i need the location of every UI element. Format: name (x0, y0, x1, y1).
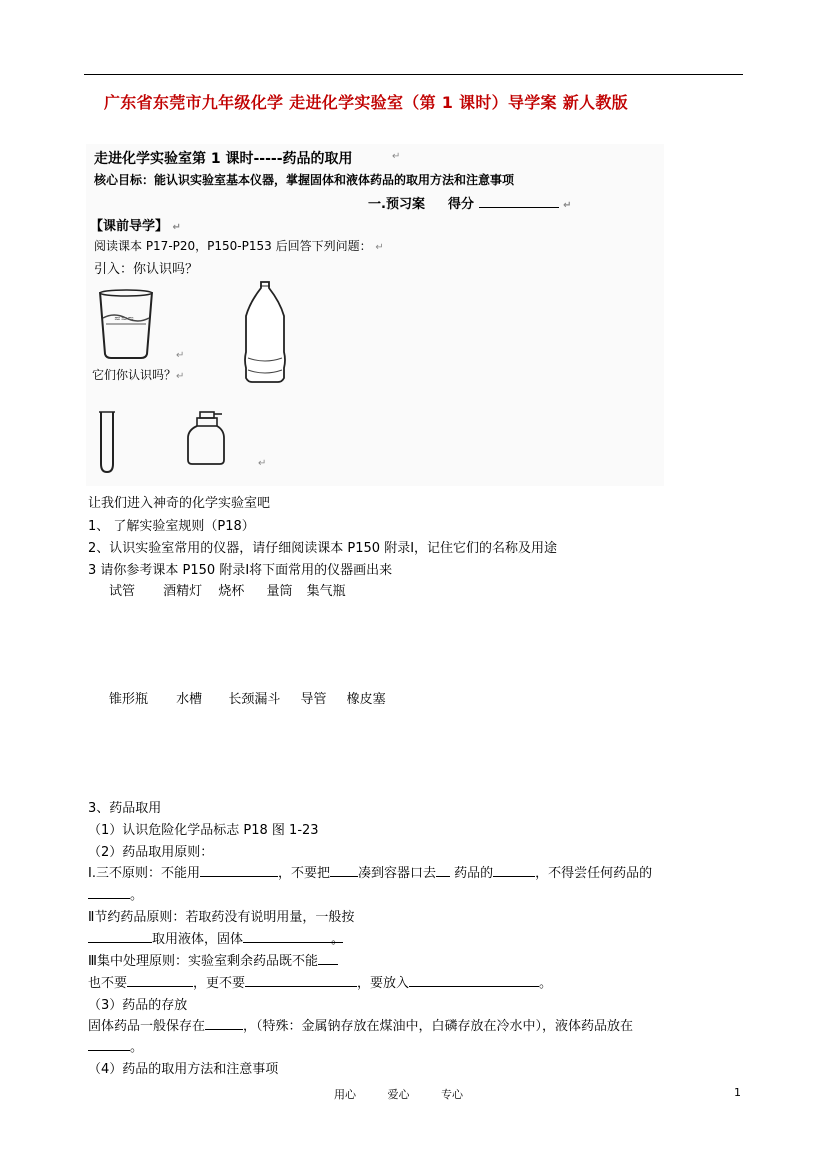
dropper-bottle-drawing (184, 410, 228, 466)
instrument-label: 量筒 (266, 584, 293, 599)
core-goal: 核心目标：能认识实验室基本仪器，掌握固体和液体药品的取用方法和注意事项 (94, 173, 515, 187)
instrument-row-1 (109, 580, 346, 599)
blank[interactable] (409, 973, 539, 987)
score-blank[interactable] (479, 194, 559, 208)
page-number: 1 (734, 1086, 741, 1099)
storage-line: 固体药品一般保存在 ，（特殊：金属钠存放在煤油中，白磷存放在冷水中），液体药品放在 (88, 1015, 633, 1034)
instrument-label: 酒精灯 (163, 584, 203, 599)
footer-motto: 用心 爱心 专心 (334, 1088, 463, 1101)
blank[interactable] (88, 929, 152, 943)
blank[interactable] (330, 863, 358, 877)
document-title: 广东省东莞市九年级化学 走进化学实验室（第 1 课时）导学案 新人教版 (104, 93, 628, 112)
instrument-label: 水槽 (176, 692, 203, 707)
lesson-title: 走进化学实验室第 1 课时-----药品的取用 (94, 151, 353, 167)
bottle-drawing (240, 280, 290, 386)
blank[interactable] (127, 973, 193, 987)
instrument-label: 长颈漏斗 (228, 692, 281, 707)
subsection-1: （1）认识危险化学品标志 P18 图 1-23 (88, 823, 319, 838)
subsection-2: （2）药品取用原则： (88, 845, 214, 860)
question-know: 它们你认识吗？↵ (92, 368, 185, 382)
rule-2-cont: 取用液体，固体 。 (88, 928, 344, 947)
rule-3-cont: 也不要 ，更不要 ，要放入 。 (88, 972, 552, 991)
blank[interactable] (88, 885, 130, 899)
read-instruction: 阅读课本 P17-P20，P150-P153 后回答下列问题： ↵ (94, 239, 384, 253)
rule-1: Ⅰ.三不原则：不能用 ，不要把 凑到容器口去 药品的 ，不得尝任何药品的 (88, 862, 652, 881)
test-tube-drawing (98, 410, 116, 474)
intro-question: 引入：你认识吗？ (94, 262, 199, 277)
beaker-drawing (96, 288, 156, 360)
header-rule (84, 74, 743, 75)
rule-2: Ⅱ节约药品原则：若取药没有说明用量，一般按 (88, 910, 355, 925)
subsection-3: （3）药品的存放 (88, 998, 188, 1013)
preview-label: 一.预习案 (368, 197, 425, 212)
blank[interactable] (245, 973, 357, 987)
blank[interactable] (318, 951, 338, 965)
instrument-label: 橡皮塞 (346, 692, 386, 707)
item-3: 3 请你参考课本 P150 附录Ⅰ将下面常用的仪器画出来 (88, 563, 393, 578)
svg-text:≈≈≈: ≈≈≈ (114, 314, 135, 323)
preview-header: 一.预习案 得分 ↵ (368, 193, 571, 212)
enter-lab-text: 让我们进入神奇的化学实验室吧 (88, 496, 271, 511)
rule-3: Ⅲ集中处理原则：实验室剩余药品既不能 (88, 950, 338, 969)
instrument-label: 锥形瓶 (109, 692, 149, 707)
instrument-row-2 (109, 688, 386, 707)
return-mark: ↵ (392, 151, 401, 162)
guide-label: 【课前导学】 ↵ (90, 219, 181, 234)
item-2: 2、认识实验室常用的仪器，请仔细阅读课本 P150 附录Ⅰ，记住它们的名称及用途 (88, 541, 558, 556)
blank[interactable] (200, 863, 278, 877)
blank[interactable] (88, 1037, 130, 1051)
blank[interactable] (436, 863, 450, 877)
blank[interactable] (493, 863, 535, 877)
instrument-label: 试管 (109, 584, 136, 599)
instrument-label: 集气瓶 (306, 584, 346, 599)
section-3-heading: 3、药品取用 (88, 801, 162, 816)
instrument-label: 烧杯 (218, 584, 245, 599)
score-label: 得分 (448, 197, 475, 212)
blank[interactable] (205, 1016, 243, 1030)
storage-line-end: 。 (88, 1036, 143, 1055)
blank[interactable] (243, 929, 343, 943)
item-1: 1、 了解实验室规则（P18） (88, 519, 255, 534)
instrument-label: 导管 (300, 692, 327, 707)
subsection-4: （4）药品的取用方法和注意事项 (88, 1062, 279, 1077)
rule-1-end: 。 (88, 884, 143, 903)
